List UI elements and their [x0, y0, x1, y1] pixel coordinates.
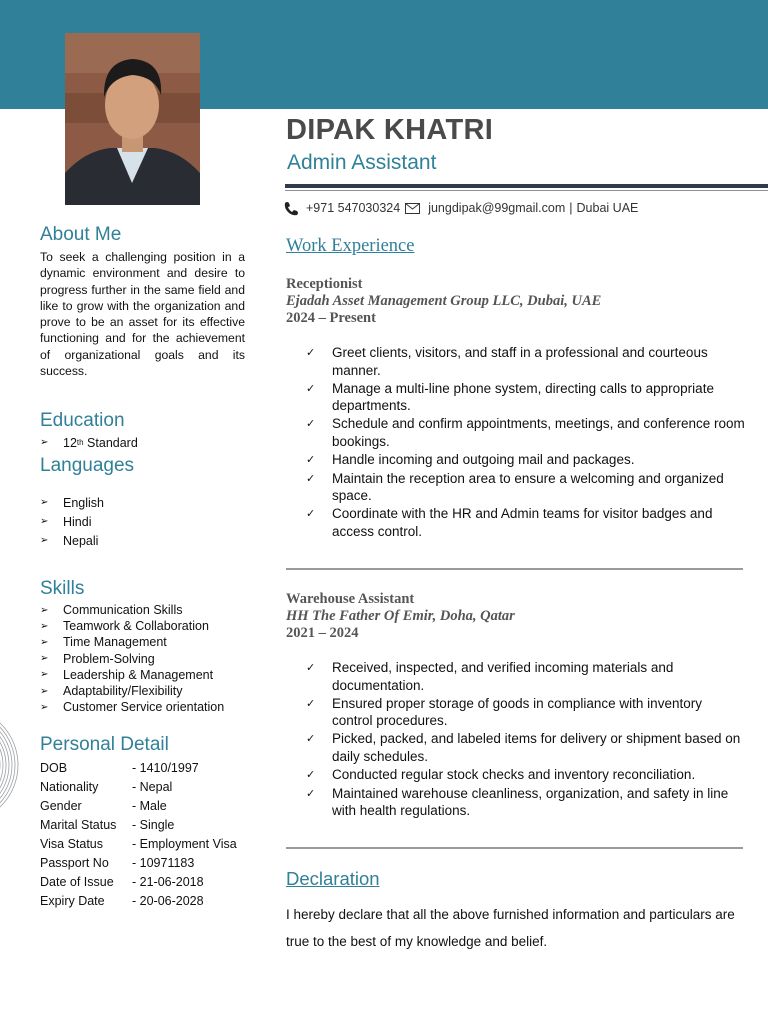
list-item: ✓ Manage a multi-line phone system, directing calls to appropriate departments. [306, 380, 714, 414]
check-icon: ✓ [306, 453, 316, 466]
list-item: ➢ Customer Service orientation [40, 700, 225, 715]
list-item: ➢ Hindi [40, 514, 92, 529]
job-title: Admin Assistant [287, 151, 437, 174]
list-item: ➢ Adaptability/Flexibility [40, 684, 183, 699]
job-period: 2024 – Present [286, 310, 376, 326]
phone-icon [283, 201, 300, 216]
about-heading: About Me [40, 224, 122, 245]
table-row: Nationality - Nepal [40, 779, 173, 794]
contact-separator: | [569, 201, 573, 215]
email-address: jungdipak@99gmail.com [428, 201, 566, 215]
table-row: Gender - Male [40, 798, 167, 813]
job-role: Warehouse Assistant [286, 591, 415, 607]
about-text: To seek a challenging position in a dynamic environment and desire to progress further in the same field and like to grow with the organization and prove to be an asset for its effective functioning and for the achievement of organizational goals and its success. [40, 250, 245, 379]
list-item: ➢ Problem-Solving [40, 651, 155, 666]
candidate-name: DIPAK KHATRI [286, 114, 494, 146]
table-row: Visa Status - Employment Visa [40, 836, 237, 851]
check-icon: ✓ [306, 768, 316, 781]
list-item: ✓ Ensured proper storage of goods in compliance with inventory control procedures. [306, 695, 702, 729]
work-experience-heading: Work Experience [286, 236, 415, 256]
arrow-bullet-icon: ➢ [40, 685, 49, 697]
phone-number: +971 547030324 [306, 201, 401, 215]
contact-line [283, 199, 638, 217]
arrow-bullet-icon: ➢ [40, 701, 49, 713]
arrow-bullet-icon: ➢ [40, 620, 49, 632]
job-role: Receptionist [286, 276, 363, 292]
job-header [286, 276, 601, 327]
table-row: DOB - 1410/1997 [40, 760, 199, 775]
job-task-list [306, 659, 746, 820]
list-item: ✓ Conducted regular stock checks and inventory reconciliation. [306, 766, 746, 785]
table-row: Marital Status - Single [40, 817, 175, 832]
check-icon: ✓ [306, 733, 316, 746]
check-icon: ✓ [306, 382, 316, 395]
check-icon: ✓ [306, 508, 316, 521]
languages-heading: Languages [40, 455, 135, 476]
arrow-bullet-icon: ➢ [40, 604, 49, 616]
check-icon: ✓ [306, 787, 316, 800]
mail-icon [405, 203, 420, 214]
arrow-bullet-icon: ➢ [40, 437, 49, 448]
check-icon: ✓ [306, 418, 316, 431]
profile-photo [65, 33, 200, 205]
job-company: HH The Father Of Emir, Doha, Qatar [286, 608, 515, 624]
check-icon: ✓ [306, 472, 316, 485]
list-item: ✓ Received, inspected, and verified incoming materials and documentation. [306, 660, 674, 693]
arrow-bullet-icon: ➢ [40, 653, 49, 665]
skills-heading: Skills [40, 578, 85, 599]
check-icon: ✓ [306, 697, 316, 710]
table-row: Expiry Date - 20-06-2028 [40, 893, 204, 908]
arrow-bullet-icon: ➢ [40, 535, 49, 546]
table-row: Passport No - 10971183 [40, 855, 195, 870]
section-divider [286, 568, 743, 570]
list-item: ✓ Handle incoming and outgoing mail and packages. [306, 451, 746, 470]
arrow-bullet-icon: ➢ [40, 669, 49, 681]
list-item: ✓ Maintained warehouse cleanliness, organization, and safety in line with health regulations. [306, 785, 729, 819]
skills-list [40, 602, 224, 715]
list-item: ➢ Leadership & Management [40, 667, 214, 682]
arrow-bullet-icon: ➢ [40, 497, 49, 508]
list-item: ✓ Maintain the reception area to ensure a welcoming and organized space. [306, 470, 724, 504]
list-item: ✓ Greet clients, visitors, and staff in a professional and courteous manner. [306, 345, 708, 378]
languages-list [40, 493, 104, 550]
list-item: ➢ Communication Skills [40, 603, 183, 618]
list-item: ✓ Picked, packed, and labeled items for delivery or shipment based on daily schedules. [306, 731, 741, 764]
declaration-text: I hereby declare that all the above furnished information and particulars are true to the best of my knowledge and belief. [286, 907, 735, 949]
education-item: ➢ 12 th Standard [40, 435, 138, 450]
personal-heading: Personal Detail [40, 734, 169, 755]
list-item: ✓ Coordinate with the HR and Admin teams for visitor badges and access control. [306, 506, 713, 539]
check-icon: ✓ [306, 662, 316, 674]
job-company: Ejadah Asset Management Group LLC, Dubai, UAE [286, 293, 602, 309]
section-divider [286, 847, 743, 849]
declaration-heading: Declaration [286, 868, 380, 889]
arrow-bullet-icon: ➢ [40, 516, 49, 527]
education-heading: Education [40, 410, 125, 431]
location: Dubai UAE [576, 201, 639, 215]
header-divider [285, 184, 768, 188]
check-icon: ✓ [306, 347, 316, 359]
decorative-arc [0, 700, 40, 830]
list-item: ✓ Schedule and confirm appointments, meetings, and conference room bookings. [306, 416, 745, 449]
job-task-list [306, 344, 746, 541]
job-header [286, 591, 515, 642]
list-item: ➢ Time Management [40, 635, 167, 650]
list-item: ➢ Nepali [40, 533, 99, 548]
table-row: Date of Issue - 21-06-2018 [40, 874, 204, 889]
job-period: 2021 – 2024 [286, 625, 359, 641]
personal-detail-table [40, 758, 237, 910]
header-divider-thin [285, 190, 768, 191]
list-item: ➢ Teamwork & Collaboration [40, 619, 209, 634]
education-list [40, 434, 138, 451]
list-item: ➢ English [40, 495, 104, 510]
arrow-bullet-icon: ➢ [40, 636, 49, 648]
